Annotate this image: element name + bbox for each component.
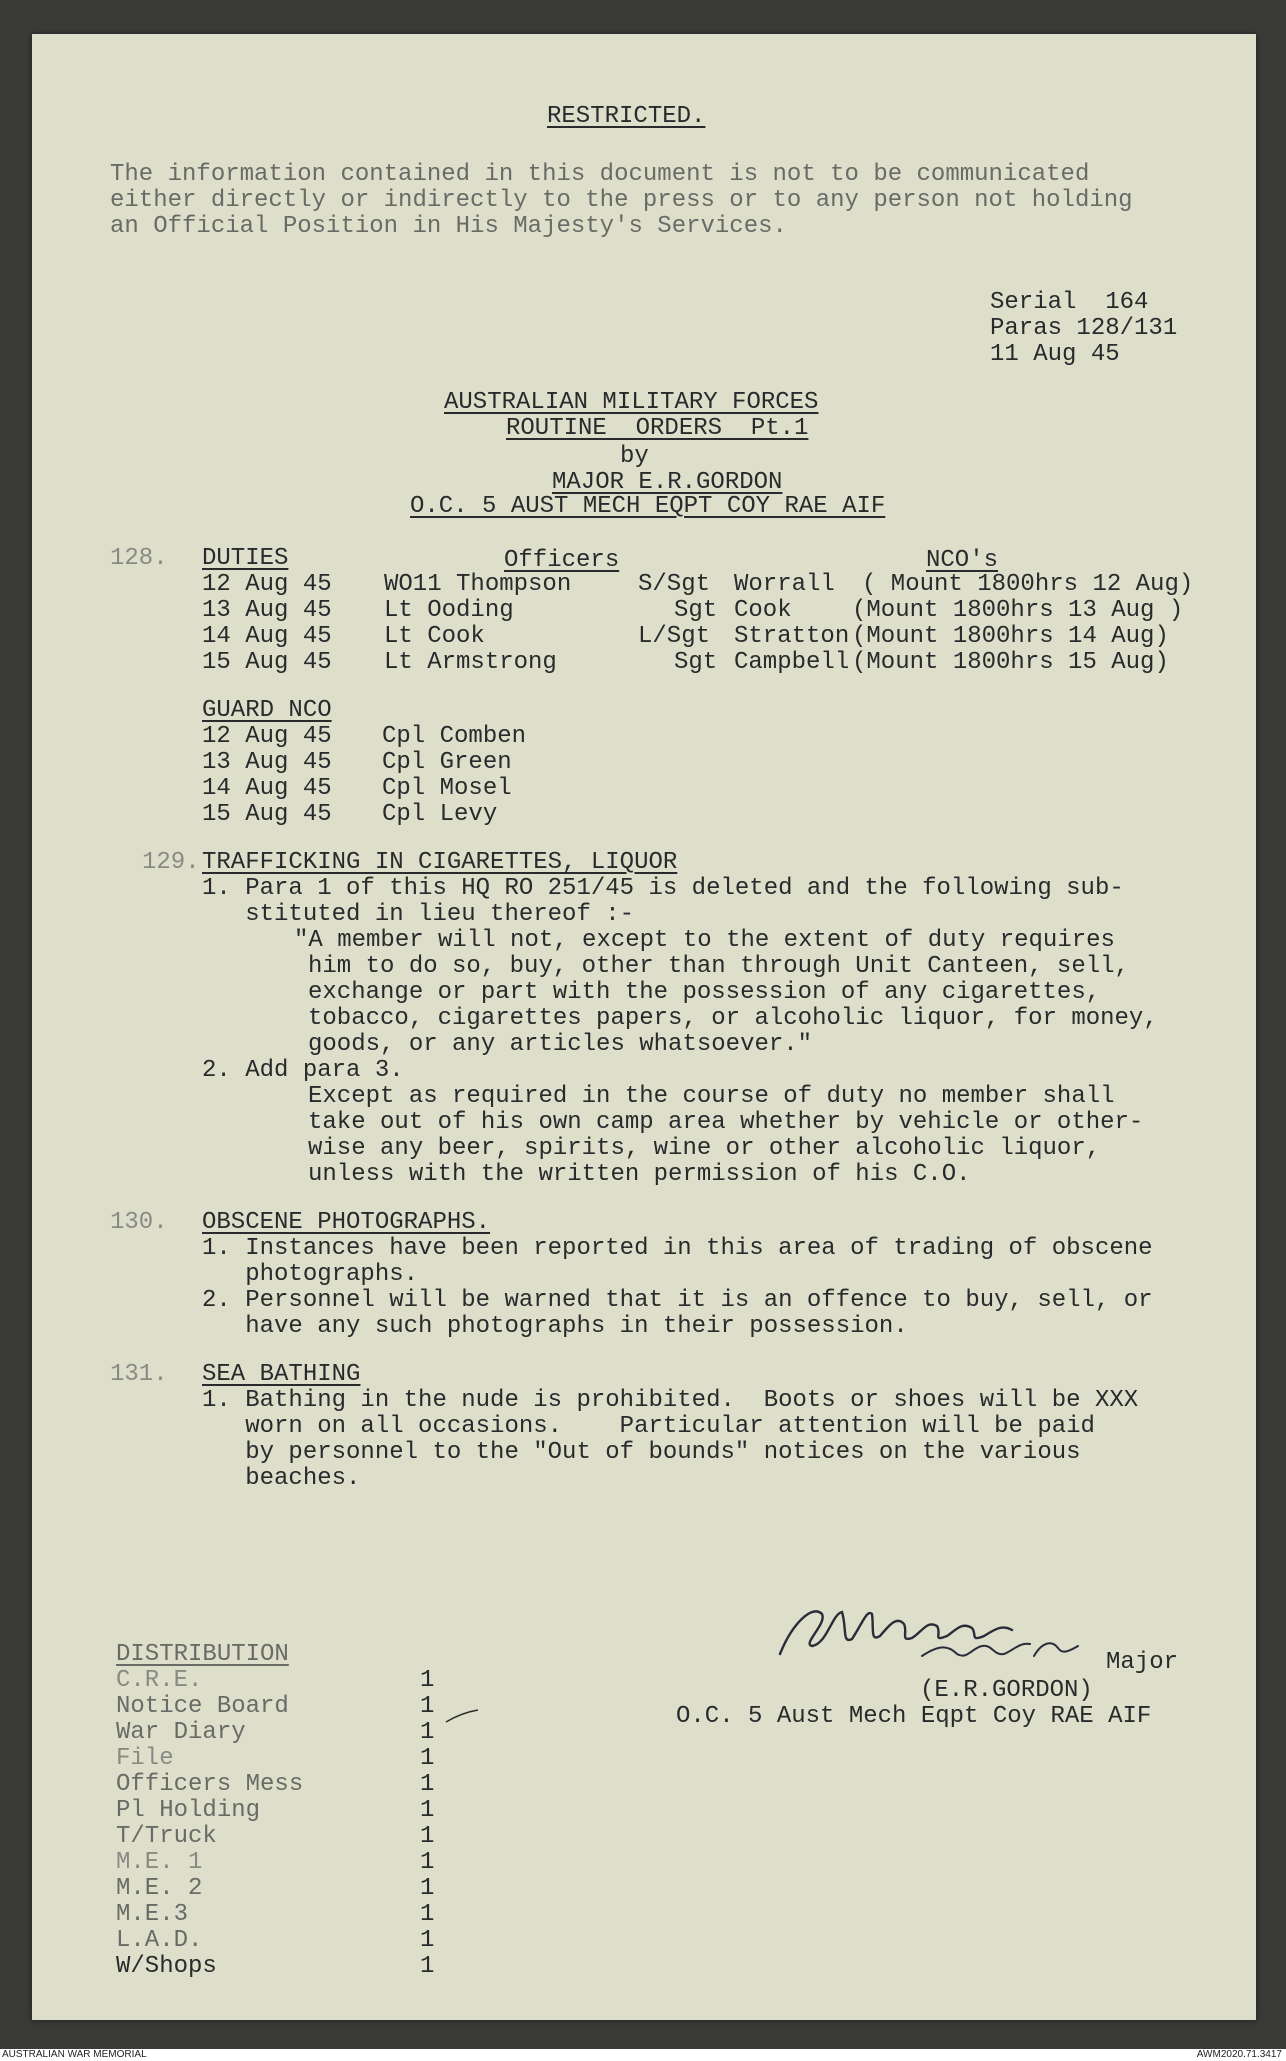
- para-131-line: 1. Bathing in the nude is prohibited. Boots or shoes will be XXX: [202, 1387, 1139, 1414]
- duty-mount: ( Mount 1800hrs 12 Aug): [862, 571, 1194, 598]
- distribution-label: M.E. 1: [116, 1849, 203, 1876]
- handwritten-signature: [772, 1584, 1112, 1674]
- signature-rank: Major: [1106, 1649, 1179, 1676]
- title-line-3: by: [620, 443, 649, 470]
- para-129-line: 1. Para 1 of this HQ RO 251/45 is deleted and the following sub-: [202, 875, 1124, 902]
- duty-date: 13 Aug 45: [202, 597, 332, 624]
- guard-date: 12 Aug 45: [202, 723, 332, 750]
- distribution-label: Pl Holding: [116, 1797, 261, 1824]
- distribution-heading: DISTRIBUTION: [116, 1641, 289, 1668]
- para-129-line: tobacco, cigarettes papers, or alcoholic liquor, for money,: [308, 1005, 1158, 1032]
- duty-officer: Lt Armstrong: [384, 649, 557, 676]
- para-129-sub2: 2. Add para 3.: [202, 1057, 404, 1084]
- duty-officer: WO11 Thompson: [384, 571, 572, 598]
- duty-nco-rank: Sgt: [674, 649, 718, 676]
- distribution-label: File: [116, 1745, 174, 1772]
- duty-nco-rank: Sgt: [674, 597, 718, 624]
- duty-mount: (Mount 1800hrs 14 Aug): [852, 623, 1169, 650]
- para-130-number: 130.: [110, 1209, 168, 1236]
- para-128-number: 128.: [110, 545, 168, 572]
- para-130-heading: OBSCENE PHOTOGRAPHS.: [202, 1209, 491, 1236]
- para-130-line: photographs.: [202, 1261, 419, 1288]
- duty-nco-name: Worrall: [734, 571, 835, 598]
- para-129-heading: TRAFFICKING IN CIGARETTES, LIQUOR: [202, 849, 678, 876]
- distribution-qty: 1: [420, 1953, 435, 1980]
- para-131-heading: SEA BATHING: [202, 1361, 361, 1388]
- title-line-1: AUSTRALIAN MILITARY FORCES: [444, 389, 819, 416]
- para-129-line: exchange or part with the possession of any cigarettes,: [308, 979, 1101, 1006]
- guard-name: Cpl Levy: [382, 801, 498, 828]
- para-129-line: "A member will not, except to the extent of duty requires: [294, 927, 1115, 954]
- para-131-line: beaches.: [202, 1465, 361, 1492]
- distribution-label: Officers Mess: [116, 1771, 304, 1798]
- serial-number: Serial 164: [990, 289, 1149, 316]
- distribution-label: Notice Board: [116, 1693, 289, 1720]
- distribution-qty: 1: [420, 1849, 435, 1876]
- title-line-5: O.C. 5 AUST MECH EQPT COY RAE AIF: [410, 493, 886, 520]
- duty-mount: (Mount 1800hrs 15 Aug): [852, 649, 1169, 676]
- distribution-qty: 1: [420, 1927, 435, 1954]
- notice-line-1: The information contained in this document is not to be communicated: [110, 161, 1090, 188]
- distribution-qty: 1: [420, 1823, 435, 1850]
- para-129-line: him to do so, buy, other than through Unit Canteen, sell,: [308, 953, 1129, 980]
- distribution-qty: 1: [420, 1771, 435, 1798]
- guard-name: Cpl Green: [382, 749, 512, 776]
- guard-date: 15 Aug 45: [202, 801, 332, 828]
- archive-footer: [0, 2049, 1286, 2061]
- para-129-line2: Except as required in the course of duty no member shall: [308, 1083, 1115, 1110]
- classification-heading: RESTRICTED.: [547, 103, 706, 130]
- duty-date: 12 Aug 45: [202, 571, 332, 598]
- para-129-line2: take out of his own camp area whether by vehicle or other-: [308, 1109, 1144, 1136]
- duty-date: 15 Aug 45: [202, 649, 332, 676]
- distribution-qty: 1: [420, 1693, 435, 1720]
- para-130-line: 1. Instances have been reported in this area of trading of obscene: [202, 1235, 1153, 1262]
- para-129-number: 129.: [142, 849, 200, 876]
- distribution-qty: 1: [420, 1797, 435, 1824]
- tick-mark: [442, 1706, 482, 1726]
- para-130-line: have any such photographs in their possession.: [202, 1313, 908, 1340]
- footer-accession: AWM2020.71.3417: [1196, 2049, 1282, 2060]
- distribution-label: M.E. 2: [116, 1875, 203, 1902]
- distribution-label: T/Truck: [116, 1823, 217, 1850]
- duty-officer: Lt Cook: [384, 623, 485, 650]
- guard-name: Cpl Comben: [382, 723, 527, 750]
- distribution-label: M.E.3: [116, 1901, 189, 1928]
- duty-nco-rank: S/Sgt: [638, 571, 711, 598]
- duty-nco-name: Campbell: [734, 649, 850, 676]
- title-line-2: ROUTINE ORDERS Pt.1: [506, 415, 809, 442]
- para-131-line: worn on all occasions. Particular attention will be paid: [202, 1413, 1095, 1440]
- para-129-line: goods, or any articles whatsoever.": [308, 1031, 813, 1058]
- para-131-number: 131.: [110, 1361, 168, 1388]
- notice-line-3: an Official Position in His Majesty's Services.: [110, 213, 787, 240]
- distribution-label: War Diary: [116, 1719, 246, 1746]
- duties-heading: DUTIES: [202, 545, 289, 572]
- duty-nco-name: Cook: [734, 597, 792, 624]
- distribution-qty: 1: [420, 1745, 435, 1772]
- duty-date: 14 Aug 45: [202, 623, 332, 650]
- guard-nco-heading: GUARD NCO: [202, 697, 332, 724]
- distribution-label: C.R.E.: [116, 1667, 203, 1694]
- order-date: 11 Aug 45: [990, 341, 1120, 368]
- distribution-qty: 1: [420, 1667, 435, 1694]
- signature-name: (E.R.GORDON): [920, 1677, 1093, 1704]
- distribution-label: W/Shops: [116, 1953, 217, 1980]
- para-131-line: by personnel to the "Out of bounds" notices on the various: [202, 1439, 1081, 1466]
- title-line-4: MAJOR E.R.GORDON: [552, 469, 783, 496]
- footer-credit: AUSTRALIAN WAR MEMORIAL: [2, 2049, 147, 2060]
- distribution-qty: 1: [420, 1875, 435, 1902]
- notice-line-2: either directly or indirectly to the press or to any person not holding: [110, 187, 1133, 214]
- guard-date: 14 Aug 45: [202, 775, 332, 802]
- para-129-line2: unless with the written permission of his C.O.: [308, 1161, 971, 1188]
- document-page: [32, 34, 1256, 2020]
- para-130-line: 2. Personnel will be warned that it is an offence to buy, sell, or: [202, 1287, 1153, 1314]
- duty-nco-name: Stratton: [734, 623, 850, 650]
- officers-header: Officers: [504, 547, 620, 574]
- duty-officer: Lt Ooding: [384, 597, 514, 624]
- signature-unit: O.C. 5 Aust Mech Eqpt Coy RAE AIF: [676, 1703, 1152, 1730]
- guard-date: 13 Aug 45: [202, 749, 332, 776]
- duty-nco-rank: L/Sgt: [638, 623, 711, 650]
- distribution-qty: 1: [420, 1719, 435, 1746]
- distribution-qty: 1: [420, 1901, 435, 1928]
- guard-name: Cpl Mosel: [382, 775, 512, 802]
- duty-mount: (Mount 1800hrs 13 Aug ): [852, 597, 1184, 624]
- paras-range: Paras 128/131: [990, 315, 1178, 342]
- distribution-label: L.A.D.: [116, 1927, 203, 1954]
- para-129-line2: wise any beer, spirits, wine or other alcoholic liquor,: [308, 1135, 1101, 1162]
- para-129-line: stituted in lieu thereof :-: [202, 901, 635, 928]
- ncos-header: NCO's: [926, 547, 999, 574]
